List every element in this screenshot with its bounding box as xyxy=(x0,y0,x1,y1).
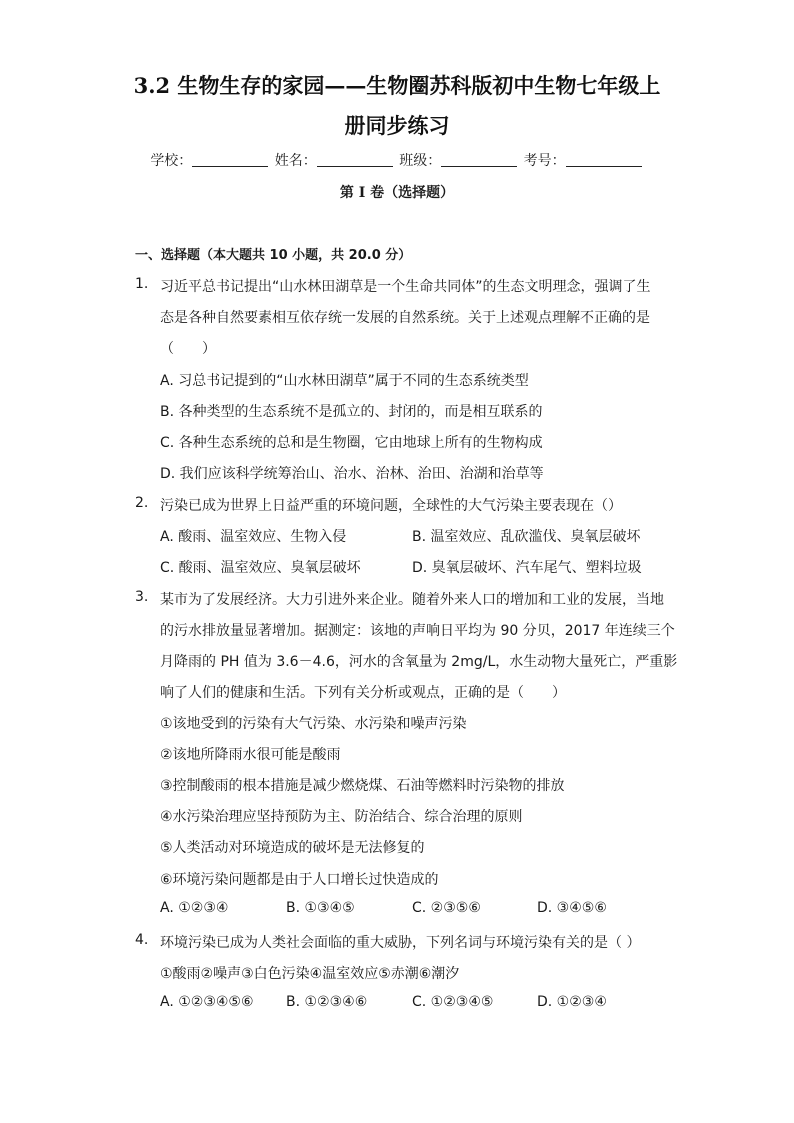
name-label: 姓名： xyxy=(274,153,317,169)
volume-heading: 第 I 卷（选择题） xyxy=(339,185,455,201)
question-1-line: 习近平总书记提出“山水林田湖草是一个生命共同体”的生态文明理念，强调了生 xyxy=(160,279,651,295)
school-label: 学校： xyxy=(150,153,193,169)
exam-title-line-2: 册同步练习 xyxy=(344,113,450,138)
question-2-option-a: A. 酸雨、温室效应、生物入侵 xyxy=(160,529,347,545)
question-3-line: 月降雨的 PH 值为 3.6－4.6，河水的含氧量为 2mg/L，水生动物大量死亡，严重影 xyxy=(160,654,678,670)
question-1-option-d: D. 我们应该科学统筹治山、治水、治林、治田、治湖和治草等 xyxy=(160,466,544,482)
question-4-number: 4. xyxy=(135,932,149,948)
exam-number-label: 考号： xyxy=(523,153,566,169)
question-3-statement: ②该地所降雨水很可能是酸雨 xyxy=(160,747,341,763)
exam-title-line-1: 3.2 生物生存的家园——生物圈苏科版初中生物七年级上 xyxy=(133,73,661,98)
question-4-option-b: B. ①②③④⑥ xyxy=(286,994,368,1010)
question-4-line: 环境污染已成为人类社会面临的重大威胁，下列名词与环境污染有关的是（ ） xyxy=(160,935,641,951)
question-1-line: 态是各种自然要素相互依存统一发展的自然系统。关于上述观点理解不正确的是 xyxy=(160,310,650,326)
question-4-line: ①酸雨②噪声③白色污染④温室效应⑤赤潮⑥潮汐 xyxy=(160,966,460,982)
question-3-statement: ⑤人类活动对环境造成的破坏是无法修复的 xyxy=(160,840,425,856)
question-3-statement: ①该地受到的污染有大气污染、水污染和噪声污染 xyxy=(160,716,467,732)
exam-number-blank xyxy=(566,152,642,167)
question-2-line: 污染已成为世界上日益严重的环境问题，全球性的大气污染主要表现在（） xyxy=(160,498,622,514)
name-blank xyxy=(317,152,393,167)
question-3-line: 的污水排放量显著增加。据测定：该地的声响日平均为 90 分贝，2017 年连续三个 xyxy=(160,623,675,639)
question-3-line: 某市为了发展经济。大力引进外来企业。随着外来人口的增加和工业的发展，当地 xyxy=(160,592,664,608)
question-3-option-c: C. ②③⑤⑥ xyxy=(412,900,481,916)
question-3-option-d: D. ③④⑤⑥ xyxy=(537,900,607,916)
student-info-line xyxy=(0,150,794,170)
question-1-line: （ ） xyxy=(160,341,216,357)
question-2-option-b: B. 温室效应、乱砍滥伐、臭氧层破坏 xyxy=(412,529,641,545)
question-4-option-a: A. ①②③④⑤⑥ xyxy=(160,994,254,1010)
question-3-line: 响了人们的健康和生活。下列有关分析或观点，正确的是（ ） xyxy=(160,685,566,701)
question-1-number: 1. xyxy=(135,276,149,292)
question-1-option-c: C. 各种生态系统的总和是生物圈，它由地球上所有的生物构成 xyxy=(160,435,543,451)
question-1-option-b: B. 各种类型的生态系统不是孤立的、封闭的，而是相互联系的 xyxy=(160,404,543,420)
question-1-option-a: A. 习总书记提到的“山水林田湖草”属于不同的生态系统类型 xyxy=(160,373,529,389)
question-4-option-d: D. ①②③④ xyxy=(537,994,607,1010)
section-heading: 一、选择题（本大题共 10 小题，共 20.0 分） xyxy=(135,248,412,263)
question-4-option-c: C. ①②③④⑤ xyxy=(412,994,494,1010)
question-3-statement: ⑥环境污染问题都是由于人口增长过快造成的 xyxy=(160,872,439,888)
question-2-option-c: C. 酸雨、温室效应、臭氧层破坏 xyxy=(160,560,361,576)
question-3-option-b: B. ①③④⑤ xyxy=(286,900,355,916)
question-3-number: 3. xyxy=(135,589,149,605)
question-3-option-a: A. ①②③④ xyxy=(160,900,229,916)
question-3-statement: ④水污染治理应坚持预防为主、防治结合、综合治理的原则 xyxy=(160,809,523,825)
class-label: 班级： xyxy=(399,153,442,169)
question-3-statement: ③控制酸雨的根本措施是减少燃烧煤、石油等燃料时污染物的排放 xyxy=(160,778,565,794)
school-blank xyxy=(192,152,268,167)
question-2-number: 2. xyxy=(135,495,149,511)
question-2-option-d: D. 臭氧层破坏、汽车尾气、塑料垃圾 xyxy=(412,560,642,576)
class-blank xyxy=(441,152,517,167)
